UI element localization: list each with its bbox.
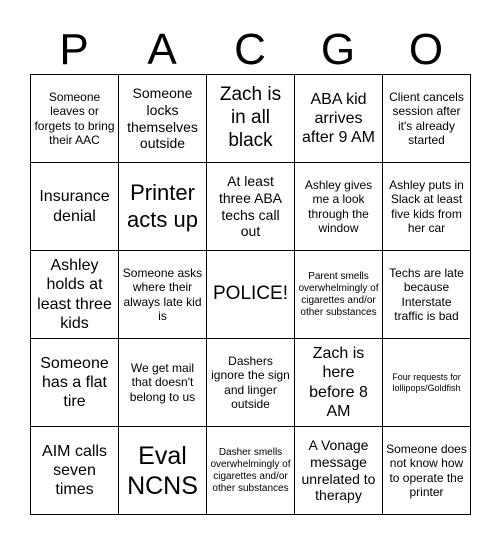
bingo-cell[interactable]: Ashley gives me a look through the window <box>295 163 383 251</box>
board-row <box>31 251 471 339</box>
bingo-cell[interactable]: Someone leaves or forgets to bring their AAC <box>31 75 119 163</box>
bingo-cell[interactable]: POLICE! <box>207 251 295 339</box>
bingo-cell[interactable]: Ashley puts in Slack at least five kids from her car <box>383 163 471 251</box>
bingo-cell[interactable]: Insurance denial <box>31 163 119 251</box>
bingo-cell[interactable]: Techs are late because Interstate traffic is bad <box>383 251 471 339</box>
header-letter: G <box>320 25 356 74</box>
header-letter: C <box>234 25 266 74</box>
bingo-cell[interactable]: Four requests for lollipops/Goldfish <box>383 339 471 427</box>
bingo-cell[interactable]: We get mail that doesn't belong to us <box>119 339 207 427</box>
bingo-cell[interactable]: Client cancels session after it's already started <box>383 75 471 163</box>
bingo-cell[interactable]: ABA kid arrives after 9 AM <box>295 75 383 163</box>
header-letter: A <box>147 25 177 74</box>
bingo-cell[interactable]: At least three ABA techs call out <box>207 163 295 251</box>
board-row <box>31 427 471 515</box>
bingo-cell[interactable]: Parent smells overwhelmingly of cigarettes and/or other substances <box>295 251 383 339</box>
bingo-cell[interactable]: Ashley holds at least three kids <box>31 251 119 339</box>
board-row <box>31 75 471 163</box>
bingo-cell[interactable]: Someone has a flat tire <box>31 339 119 427</box>
bingo-cell[interactable]: A Vonage message unrelated to therapy <box>295 427 383 515</box>
bingo-cell[interactable]: Dashers ignore the sign and linger outside <box>207 339 295 427</box>
bingo-cell[interactable]: AIM calls seven times <box>31 427 119 515</box>
header-letter: O <box>408 25 444 74</box>
bingo-cell[interactable]: Someone does not know how to operate the printer <box>383 427 471 515</box>
bingo-cell[interactable]: Dasher smells overwhelmingly of cigarettes and/or other substances <box>207 427 295 515</box>
bingo-cell[interactable]: Zach is in all black <box>207 75 295 163</box>
bingo-board <box>30 74 471 515</box>
bingo-cell[interactable]: Someone asks where their always late kid is <box>119 251 207 339</box>
bingo-cell[interactable]: Eval NCNS <box>119 427 207 515</box>
board-row <box>31 339 471 427</box>
bingo-cell[interactable]: Printer acts up <box>119 163 207 251</box>
board-row <box>31 163 471 251</box>
bingo-cell[interactable]: Someone locks themselves outside <box>119 75 207 163</box>
bingo-header <box>30 26 470 74</box>
header-letter: P <box>59 25 89 74</box>
bingo-cell[interactable]: Zach is here before 8 AM <box>295 339 383 427</box>
